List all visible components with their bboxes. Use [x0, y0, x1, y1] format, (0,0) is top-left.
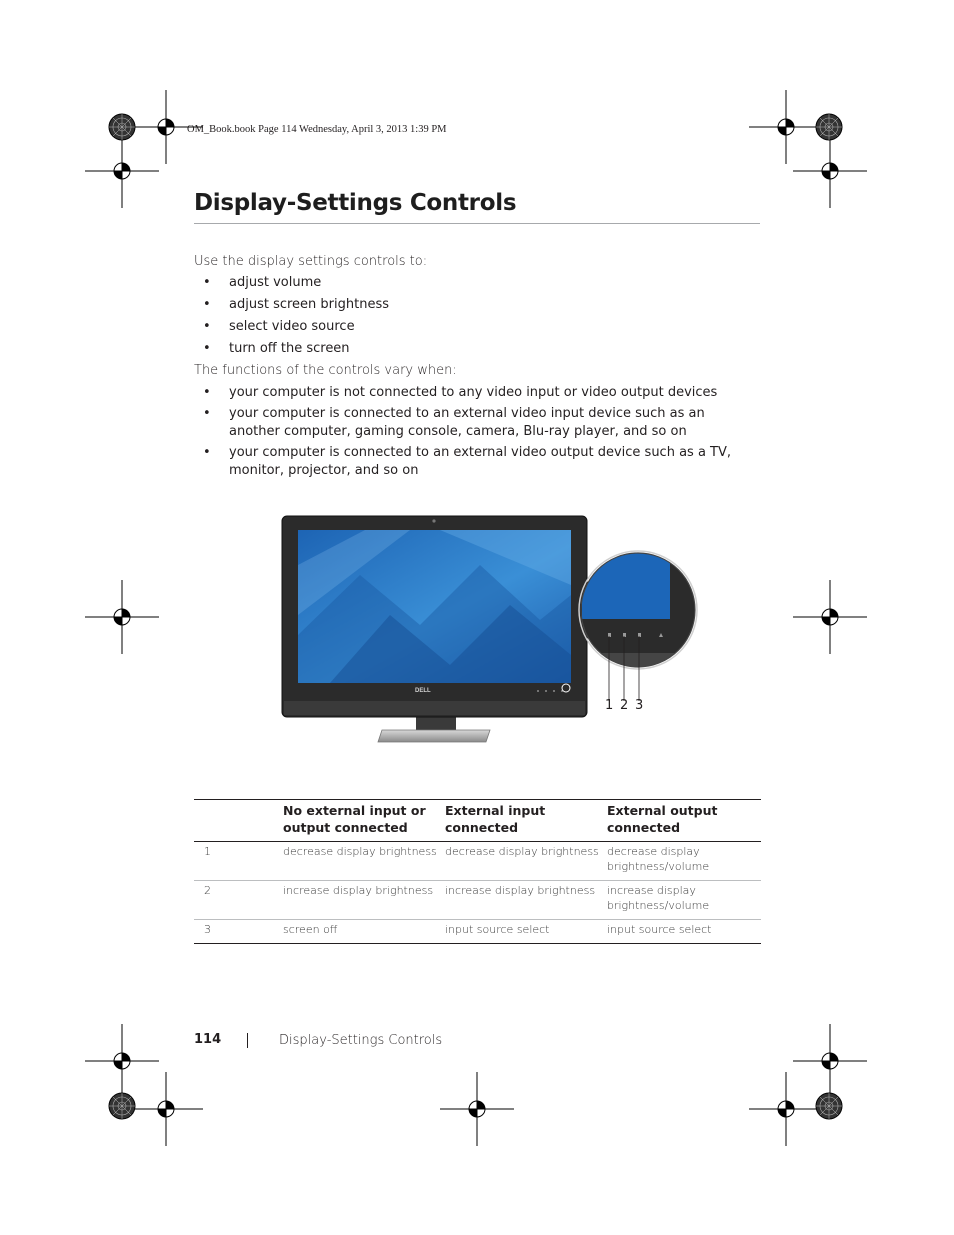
footer-separator	[247, 1033, 248, 1048]
table-row	[194, 842, 761, 881]
table-header-cell	[194, 800, 283, 842]
monitor-stand	[378, 715, 490, 742]
controls-table	[194, 799, 761, 944]
intro-text: Use the display settings controls to:	[194, 254, 428, 269]
table-cell: increase display brightness	[445, 881, 607, 920]
footer-section-title: Display-Settings Controls	[279, 1033, 443, 1048]
callout-label-2: 2	[620, 698, 629, 713]
table-row	[194, 920, 761, 944]
table-header-row	[194, 800, 761, 842]
monitor-screen	[298, 530, 571, 683]
table-header-cell: External input connected	[445, 800, 607, 842]
table-cell: 2	[194, 881, 283, 920]
list-item-text: your computer is connected to an external video output device such as a TV, monitor, projector, and so on	[229, 445, 732, 478]
zoom-inset	[575, 545, 705, 675]
list-item-text: turn off the screen	[229, 341, 350, 356]
table-cell: decrease display brightness	[283, 842, 445, 881]
title-rule	[194, 223, 760, 224]
table-cell: increase display brightness/volume	[607, 881, 761, 920]
table-cell: 1	[194, 842, 283, 881]
table-cell: increase display brightness	[283, 881, 445, 920]
table-header-cell: No external input or output connected	[283, 800, 445, 842]
monitor-illustration	[270, 505, 710, 750]
list-item	[203, 444, 763, 480]
bullet-dot: •	[203, 445, 211, 460]
webcam-icon	[432, 519, 435, 522]
list-item-text: adjust volume	[229, 275, 322, 290]
list-item-text: adjust screen brightness	[229, 297, 389, 312]
list-item	[203, 296, 763, 314]
brand-logo: DELL	[415, 688, 431, 694]
table-cell: decrease display brightness/volume	[607, 842, 761, 881]
list-item	[203, 384, 763, 402]
table-cell: 3	[194, 920, 283, 944]
list-item-text: your computer is connected to an external video input device such as an another computer, gaming console, camera, Blu-ray player, and so on	[229, 406, 705, 439]
list-item	[203, 340, 763, 358]
table-cell: input source select	[445, 920, 607, 944]
print-slug: OM_Book.book Page 114 Wednesday, April 3, 2013 1:39 PM	[187, 124, 447, 135]
list-item	[203, 405, 763, 441]
list-item-text: select video source	[229, 319, 355, 334]
list-item	[203, 318, 763, 336]
table-row	[194, 881, 761, 920]
table-cell: decrease display brightness	[445, 842, 607, 881]
bullet-dot: •	[203, 385, 211, 400]
list-item-text: your computer is not connected to any video input or video output devices	[229, 385, 718, 400]
page-number: 114	[194, 1032, 222, 1047]
bullet-dot: •	[203, 275, 211, 290]
bullet-dot: •	[203, 297, 211, 312]
table-cell: screen off	[283, 920, 445, 944]
callout-label-1: 1	[605, 698, 614, 713]
bullet-dot: •	[203, 406, 211, 421]
list-item	[203, 274, 763, 292]
page-title: Display-Settings Controls	[194, 190, 517, 216]
table-cell: input source select	[607, 920, 761, 944]
bullet-dot: •	[203, 319, 211, 334]
functions-intro-text: The functions of the controls vary when:	[194, 363, 457, 378]
bullet-dot: •	[203, 341, 211, 356]
callout-label-3: 3	[635, 698, 644, 713]
table-header-cell: External output connected	[607, 800, 761, 842]
